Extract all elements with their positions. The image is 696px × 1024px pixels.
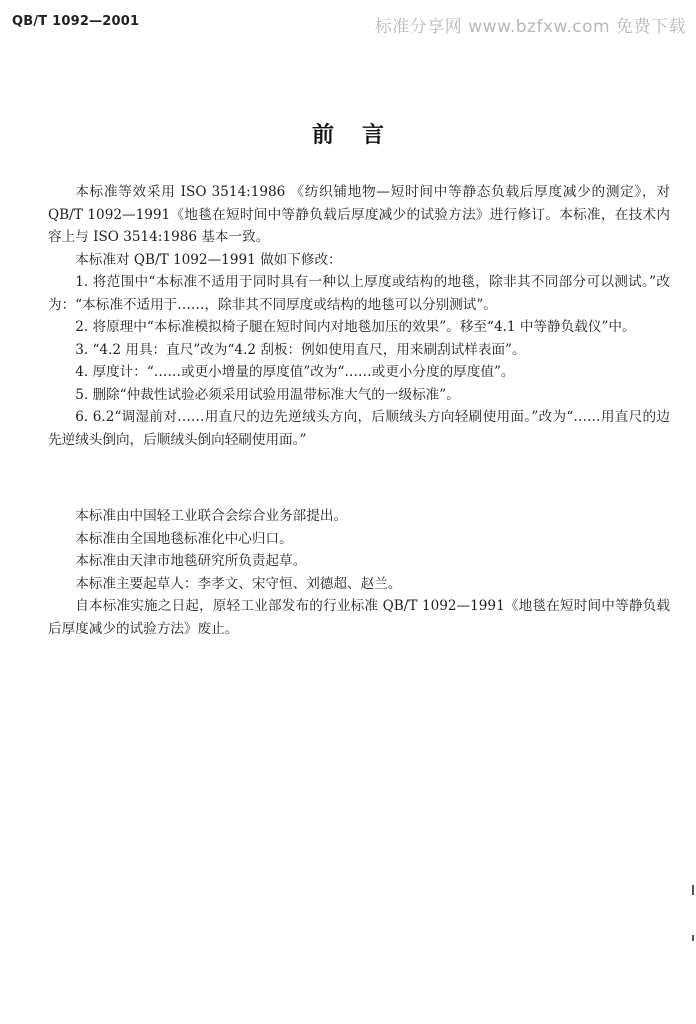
paragraph-modifications-intro: 本标准对 QB/T 1092—1991 做如下修改：: [75, 251, 342, 268]
paragraph-centralizer: 本标准由全国地毯标准化中心归口。: [75, 530, 293, 547]
paragraph-modification-6: 6. 6.2“调湿前对……用直尺的边先逆绒头方向，后顺绒头方向轻刷使用面。”改为“……用直尺的边先逆绒头倒向，后顺绒头倒向轻刷使用面。”: [48, 409, 670, 448]
paragraph-authors: 本标准主要起草人：李孝文、宋守恒、刘德超、赵兰。: [75, 575, 402, 592]
responsibility-block: [48, 505, 670, 640]
paragraph-supersession: 自本标准实施之日起，原轻工业部发布的行业标准 QB/T 1092—1991《地毯在短时间中等静负载后厚度减少的试验方法》废止。: [48, 598, 670, 637]
paragraph-drafter: 本标准由天津市地毯研究所负责起草。: [75, 553, 307, 569]
paragraph-modification-3: 3. “4.2 用具：直尺”改为“4.2 刮板：例如使用直尺，用来刷刮试样表面”。: [75, 341, 526, 358]
paragraph-proposer: 本标准由中国轻工业联合会综合业务部提出。: [75, 508, 348, 524]
paragraph-adoption: 本标准等效采用 ISO 3514:1986 《纺织铺地物—短时间中等静态负载后厚度减少的测定》，对 QB/T 1092—1991《地毯在短时间中等静负载后厚度减少的试验方法》进行修订。本标准，在技术内容上与 ISO 3514:1986 基本一致。: [48, 184, 670, 245]
foreword-block: [48, 181, 670, 451]
scan-edge-mark: [692, 885, 694, 895]
standard-code: QB/T 1092—2001: [12, 14, 140, 29]
watermark: 标准分享网 www.bzfxw.com 免费下载: [374, 17, 686, 37]
paragraph-modification-5: 5. 删除“仲裁性试验必须采用试验用温带标准大气的一级标准”。: [75, 386, 460, 403]
paragraph-modification-2: 2. 将原理中“本标准模拟椅子腿在短时间内对地毯加压的效果”。移至“4.1 中等静负载仪”中。: [75, 319, 636, 335]
paragraph-modification-1: 1. 将范围中“本标准不适用于同时具有一种以上厚度或结构的地毯，除非其不同部分可以测试。”改为：“本标准不适用于……，除非其不同厚度或结构的地毯可以分别测试”。: [48, 274, 670, 313]
scan-edge-mark: [692, 935, 694, 941]
page-title: 前言: [311, 122, 412, 148]
paragraph-modification-4: 4. 厚度计：“……或更小增量的厚度值”改为“……或更小分度的厚度值”。: [75, 364, 515, 380]
